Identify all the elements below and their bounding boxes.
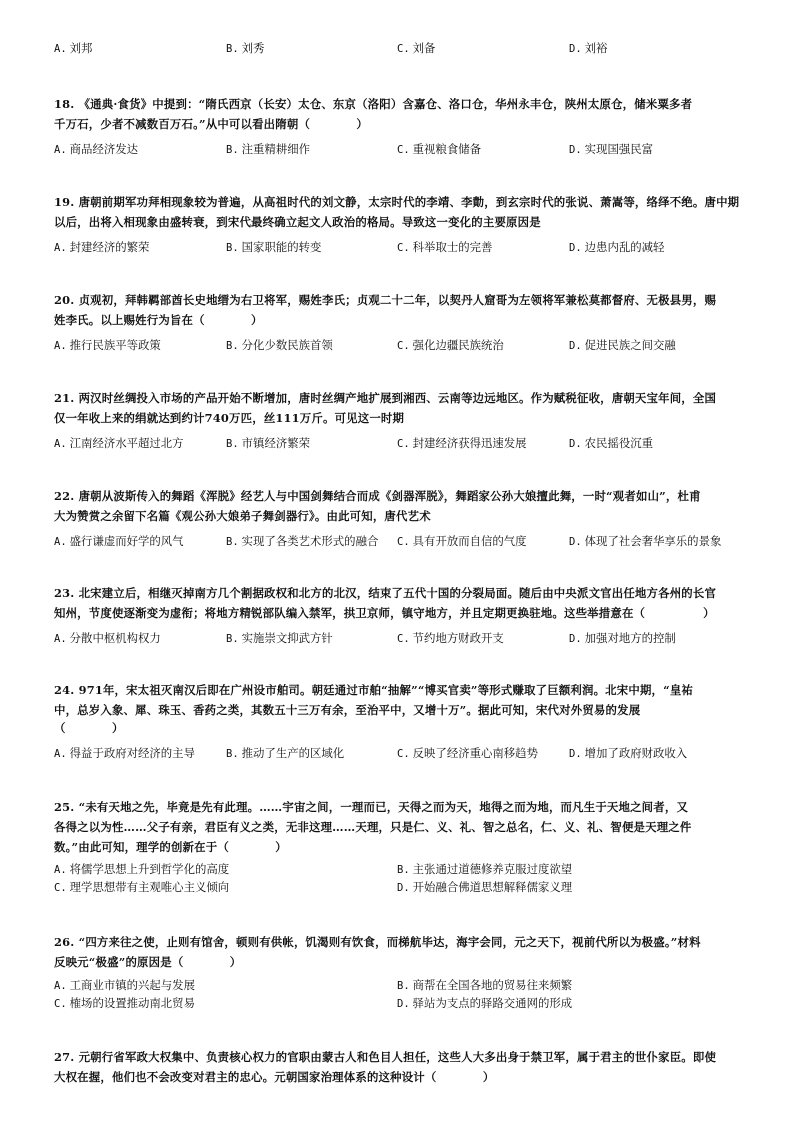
q20-option-d[interactable]: D. 促进民族之间交融 xyxy=(569,338,676,352)
q24-option-a[interactable]: A. 得益于政府对经济的主导 xyxy=(54,746,195,760)
q19-stem-line: 以后，出将入相现象由盛转衰，到宋代最终确立起文人政治的格局。导致这一变化的主要原因是 xyxy=(54,215,541,229)
q24-stem-line: 中，总岁入象、犀、珠玉、香药之类，其数五十三万有余，至治平中，又增十万”。据此可知，宋代对外贸易的发展 xyxy=(54,703,641,717)
q18-option-d[interactable]: D. 实现国强民富 xyxy=(569,142,654,156)
q26-option-b[interactable]: B. 商帮在全国各地的贸易往来频繁 xyxy=(397,978,573,992)
q23-stem xyxy=(54,583,744,623)
q22-option-b[interactable]: B. 实现了各类艺术形式的融合 xyxy=(226,534,379,548)
q24-stem-line: 24. 971年，宋太祖灭南汉后即在广州设市舶司。朝廷通过市舶“抽解”“博买官卖”等形式赚取了巨额利润。北宋中期，“皇祐 xyxy=(54,683,694,697)
q22-option-a[interactable]: A. 盛行谦虚而好学的风气 xyxy=(54,534,184,548)
q17-option-a[interactable]: A. 刘邦 xyxy=(54,41,93,55)
q26-option-d[interactable]: D. 驿站为支点的驿路交通网的形成 xyxy=(397,996,573,1010)
q23-option-b[interactable]: B. 实施崇文抑武方针 xyxy=(226,631,333,645)
q20-option-a[interactable]: A. 推行民族平等政策 xyxy=(54,338,161,352)
q22-stem-line: 22. 唐朝从波斯传入的舞蹈《浑脱》经艺人与中国剑舞结合而成《剑器浑脱》，舞蹈家公孙大娘擅此舞，一时“观者如山”，杜甫 xyxy=(54,489,701,503)
q19-stem-line: 19. 唐朝前期军功拜相现象较为普遍，从高祖时代的刘文静，太宗时代的李靖、李勣，到玄宗时代的张说、萧嵩等，络绎不绝。唐中期 xyxy=(54,195,740,209)
q18-stem xyxy=(54,94,744,134)
q25-stem-line: 各得之以为性……父子有亲，君臣有义之类，无非这理……天理，只是仁、义、礼、智之总名，仁、义、礼、智便是天理之件 xyxy=(54,820,692,834)
q20-option-c[interactable]: C. 强化边疆民族统治 xyxy=(397,338,504,352)
q17-option-c[interactable]: C. 刘备 xyxy=(397,41,436,55)
q25-stem-line: 数。”由此可知，理学的创新在于（ ） xyxy=(54,840,287,854)
q21-option-d[interactable]: D. 农民摇役沉重 xyxy=(569,436,654,450)
q23-option-a[interactable]: A. 分散中枢机构权力 xyxy=(54,631,161,645)
q21-stem-line: 仅一年收上来的绢就达到约计740万匹，丝111万斤。可见这一时期 xyxy=(54,411,405,425)
q24-option-b[interactable]: B. 推动了生产的区域化 xyxy=(226,746,345,760)
q19-option-c[interactable]: C. 科举取士的完善 xyxy=(397,240,493,254)
q25-stem-line: 25. “未有天地之先，毕竟是先有此理。……宇宙之间，一理而已，天得之而为天，地得之而为地，而凡生于天地之间者，又 xyxy=(54,800,689,814)
q17-option-b[interactable]: B. 刘秀 xyxy=(226,41,265,55)
q25-option-c[interactable]: C. 理学思想带有主观唯心主义倾向 xyxy=(54,880,230,894)
q21-stem-line: 21. 两汉时丝绸投入市场的产品开始不断增加，唐时丝绸产地扩展到湘西、云南等边远地区。作为赋税征收，唐朝天宝年间，全国 xyxy=(54,391,717,405)
q21-option-c[interactable]: C. 封建经济获得迅速发展 xyxy=(397,436,527,450)
q27-stem-line: 27. 元朝行省军政大权集中、负责核心权力的官职由蒙古人和色目人担任，这些人大多出身于禁卫军，属于君主的世仆家臣。即使 xyxy=(54,1050,717,1064)
q26-stem-line: 反映元“极盛”的原因是（ ） xyxy=(54,955,242,969)
q21-stem xyxy=(54,388,744,428)
q20-stem xyxy=(54,290,744,330)
q20-stem-line: 姓李氏。以上赐姓行为旨在（ ） xyxy=(54,313,263,327)
q19-option-b[interactable]: B. 国家职能的转变 xyxy=(226,240,322,254)
q27-stem xyxy=(54,1047,744,1087)
q19-option-a[interactable]: A. 封建经济的繁荣 xyxy=(54,240,150,254)
q17-option-d[interactable]: D. 刘裕 xyxy=(569,41,608,55)
q23-option-d[interactable]: D. 加强对地方的控制 xyxy=(569,631,676,645)
q24-option-c[interactable]: C. 反映了经济重心南移趋势 xyxy=(397,746,538,760)
q22-option-c[interactable]: C. 具有开放而自信的气度 xyxy=(397,534,527,548)
q23-stem-line: 23. 北宋建立后，相继灭掉南方几个割据政权和北方的北汉，结束了五代十国的分裂局面。随后由中央派文官出任地方各州的长官 xyxy=(54,586,717,600)
q19-stem xyxy=(54,192,744,232)
q27-stem-line: 大权在握，他们也不会改变对君主的忠心。元朝国家治理体系的这种设计（ ） xyxy=(54,1070,495,1084)
q19-option-d[interactable]: D. 边患内乱的减轻 xyxy=(569,240,665,254)
q20-option-b[interactable]: B. 分化少数民族首领 xyxy=(226,338,333,352)
q26-stem-line: 26. “四方来往之使，止则有馆舍，顿则有供帐，饥渴则有饮食，而梯航毕达，海宇会同，元之天下，视前代所以为极盛。”材料 xyxy=(54,935,701,949)
q23-option-c[interactable]: C. 节约地方财政开支 xyxy=(397,631,504,645)
q18-stem-line: 18. 《通典·食货》中提到：“隋氏西京（长安）太仓、东京（洛阳）含嘉仓、洛口仓，华州永丰仓，陕州太原仓，储米粟多者 xyxy=(54,97,693,111)
q26-option-c[interactable]: C. 榷场的设置推动南北贸易 xyxy=(54,996,195,1010)
q18-stem-line: 千万石，少者不减数百万石。”从中可以看出隋朝（ ） xyxy=(54,117,369,131)
q22-stem-line: 大为赞赏之余留下名篇《观公孙大娘弟子舞剑器行》。由此可知，唐代艺术 xyxy=(54,509,431,523)
q18-option-c[interactable]: C. 重视粮食储备 xyxy=(397,142,482,156)
q20-stem-line: 20. 贞观初，拜韩羁部酋长史地缙为右卫将军，赐姓李氏；贞观二十二年，以契丹人窟哥为左领将军兼松莫都督府、无极县男，赐 xyxy=(54,293,717,307)
q21-option-a[interactable]: A. 江南经济水平超过北方 xyxy=(54,436,184,450)
q18-option-a[interactable]: A. 商品经济发达 xyxy=(54,142,139,156)
q25-option-d[interactable]: D. 开始融合佛道思想解释儒家义理 xyxy=(397,880,573,894)
q22-option-d[interactable]: D. 体现了社会奢华享乐的景象 xyxy=(569,534,722,548)
q24-stem-line: （ ） xyxy=(54,721,124,735)
q25-stem xyxy=(54,797,744,857)
q24-stem xyxy=(54,680,744,736)
q25-option-a[interactable]: A. 将儒学思想上升到哲学化的高度 xyxy=(54,862,230,876)
q25-option-b[interactable]: B. 主张通过道德修养克服过度欲望 xyxy=(397,862,573,876)
q18-option-b[interactable]: B. 注重精耕细作 xyxy=(226,142,311,156)
q23-stem-line: 知州，节度使逐渐变为虚衔；将地方精锐部队编入禁军，拱卫京师，镇守地方，并且定期更换驻地。这些举措意在（ ） xyxy=(54,606,715,620)
q21-option-b[interactable]: B. 市镇经济繁荣 xyxy=(226,436,311,450)
q24-option-d[interactable]: D. 增加了政府财政收入 xyxy=(569,746,688,760)
q26-option-a[interactable]: A. 工商业市镇的兴起与发展 xyxy=(54,978,195,992)
q22-stem xyxy=(54,486,744,526)
q26-stem xyxy=(54,932,744,972)
